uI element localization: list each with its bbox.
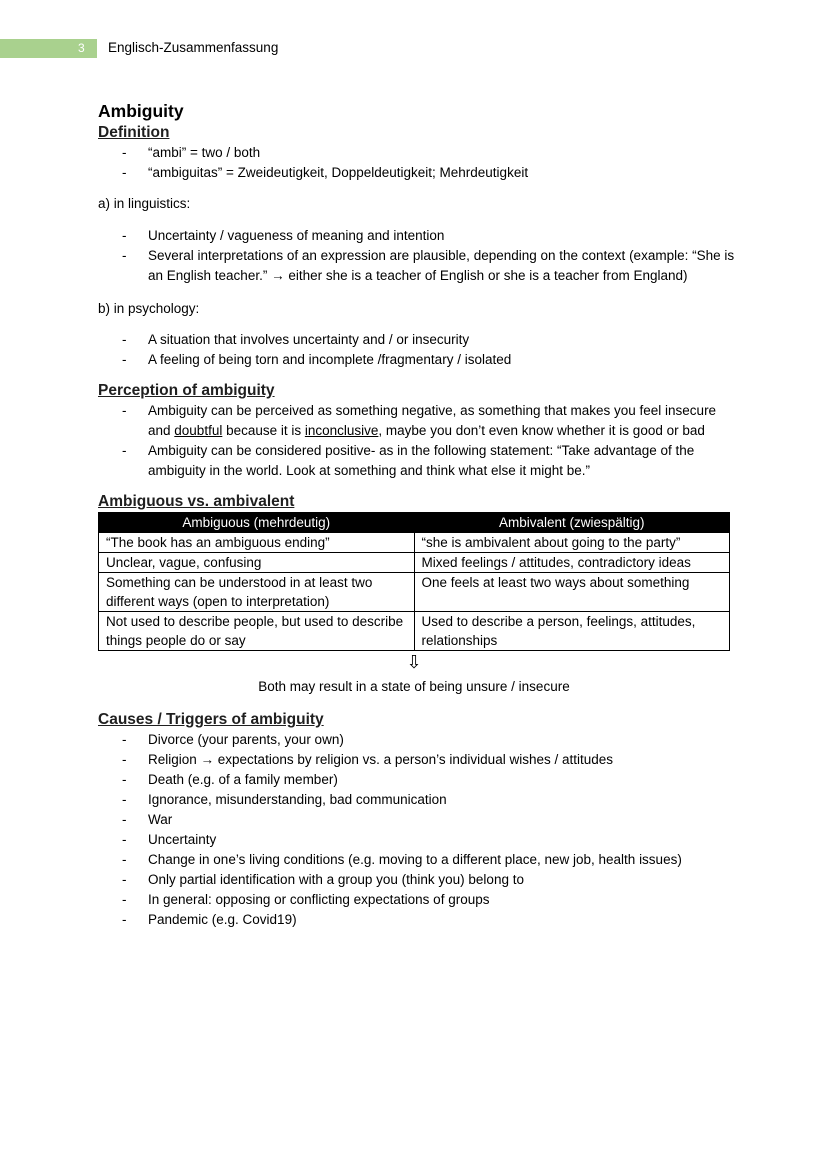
section-title: Ambiguity	[98, 101, 184, 121]
perception-list	[98, 401, 738, 481]
table-cell: Not used to describe people, but used to describe things people do or say	[99, 612, 415, 651]
table-cell: Used to describe a person, feelings, attitudes, relationships	[414, 612, 730, 651]
causes-list	[98, 730, 738, 930]
list-item: - Ambiguity can be considered positive- as in the following statement: “Take advantage of the ambiguity in the world. Look at something and think what else it might be.”	[122, 443, 695, 478]
list-item: - Several interpretations of an expression are plausible, depending on the context (example: “She is an English teacher.” → either she is a teacher of English or she is a teacher from England)	[122, 248, 735, 283]
comparison-heading: Ambiguous vs. ambivalent	[98, 493, 295, 510]
table-cell: Unclear, vague, confusing	[99, 553, 415, 573]
table-row	[99, 573, 730, 612]
list-item: - “ambiguitas” = Zweideutigkeit, Doppeldeutigkeit; Mehrdeutigkeit	[122, 165, 529, 180]
linguistics-label: a) in linguistics:	[98, 196, 191, 211]
linguistics-list	[98, 226, 738, 286]
table-cell: “The book has an ambiguous ending”	[99, 533, 415, 553]
list-item: - “ambi” = two / both	[122, 145, 261, 160]
list-item: - Change in one’s living conditions (e.g. moving to a different place, new job, health issues)	[122, 852, 682, 867]
table-cell: “she is ambivalent about going to the party”	[414, 533, 730, 553]
list-item: - Uncertainty / vagueness of meaning and intention	[122, 228, 445, 243]
list-item: - Religion → expectations by religion vs. a person’s individual wishes / attitudes	[122, 752, 613, 767]
table-row	[99, 612, 730, 651]
list-item: - Divorce (your parents, your own)	[122, 732, 344, 747]
psychology-list	[98, 330, 738, 370]
table-row	[99, 553, 730, 573]
causes-heading: Causes / Triggers of ambiguity	[98, 711, 324, 728]
document-header-title: Englisch-Zusammenfassung	[108, 40, 279, 55]
list-item: - Ambiguity can be perceived as something negative, as something that makes you feel insecure and doubtful because it is inconclusive, maybe you don’t even know whether it is good or bad	[122, 403, 717, 438]
list-item: - Pandemic (e.g. Covid19)	[122, 912, 297, 927]
list-item: - In general: opposing or conflicting expectations of groups	[122, 892, 490, 907]
list-item: - Death (e.g. of a family member)	[122, 772, 338, 787]
definition-heading: Definition	[98, 124, 170, 141]
table-cell: One feels at least two ways about something	[414, 573, 730, 612]
page-number: 3	[78, 41, 85, 55]
list-item: - Only partial identification with a group you (think you) belong to	[122, 872, 524, 887]
list-item: - A situation that involves uncertainty and / or insecurity	[122, 332, 470, 347]
list-item: - A feeling of being torn and incomplete /fragmentary / isolated	[122, 352, 512, 367]
page-content	[98, 100, 738, 930]
table-cell: Mixed feelings / attitudes, contradictory ideas	[414, 553, 730, 573]
arrow-down-icon: ⇩	[406, 652, 422, 672]
definition-list	[98, 143, 738, 183]
underlined-word: inconclusive	[304, 423, 379, 438]
list-item: - War	[122, 812, 173, 827]
underlined-word: doubtful	[174, 423, 223, 438]
column-header-ambivalent: Ambivalent (zwiespältig)	[414, 513, 730, 533]
list-item: - Ignorance, misunderstanding, bad communication	[122, 792, 447, 807]
column-header-ambiguous: Ambiguous (mehrdeutig)	[99, 513, 415, 533]
perception-heading: Perception of ambiguity	[98, 382, 275, 399]
table-header-row	[99, 513, 730, 533]
comparison-table	[98, 512, 730, 651]
comparison-result: Both may result in a state of being unsure / insecure	[258, 679, 570, 694]
list-item: - Uncertainty	[122, 832, 217, 847]
table-row	[99, 533, 730, 553]
psychology-label: b) in psychology:	[98, 301, 200, 316]
table-cell: Something can be understood in at least two different ways (open to interpretation)	[99, 573, 415, 612]
